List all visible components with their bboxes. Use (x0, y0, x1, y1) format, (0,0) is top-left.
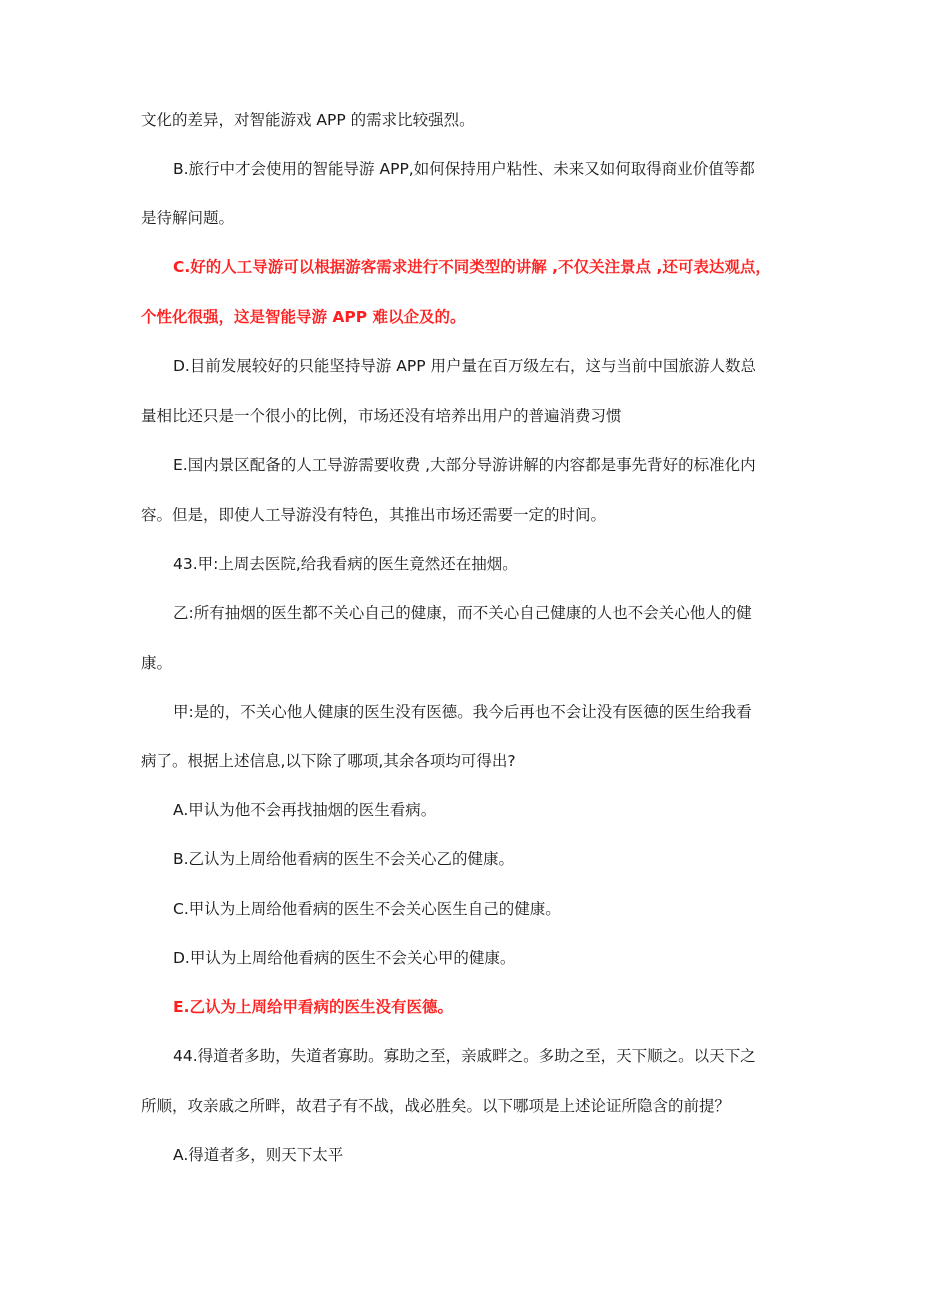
q43-stem-line2: 乙:所有抽烟的医生都不关心自己的健康，而不关心自己健康的人也不会关心他人的健 (173, 604, 752, 622)
q43-option-b: B.乙认为上周给他看病的医生不会关心乙的健康。 (173, 850, 515, 868)
q43-stem-line4: 甲:是的，不关心他人健康的医生没有医德。我今后再也不会让没有医德的医生给我看 (173, 703, 752, 721)
q43-option-d: D.甲认为上周给他看病的医生不会关心甲的健康。 (173, 949, 516, 967)
q42-option-c-answer-line1: C.好的人工导游可以根据游客需求进行不同类型的讲解 ,不仅关注景点 ,还可表达观点， (173, 258, 771, 276)
q43-option-e-answer: E.乙认为上周给甲看病的医生没有医德。 (173, 998, 453, 1016)
q42-option-b-line1: B.旅行中才会使用的智能导游 APP,如何保持用户粘性、未来又如何取得商业价值等都 (173, 160, 755, 178)
q42-option-b-line2: 是待解问题。 (141, 209, 235, 227)
q42-option-e-line2: 容。但是，即使人工导游没有特色，其推出市场还需要一定的时间。 (141, 506, 607, 524)
q42-option-d-line2: 量相比还只是一个很小的比例，市场还没有培养出用户的普遍消费习惯 (141, 407, 622, 425)
q42-option-d-line1: D.目前发展较好的只能坚持导游 APP 用户量在百万级左右，这与当前中国旅游人数总 (173, 357, 757, 375)
q43-option-c: C.甲认为上周给他看病的医生不会关心医生自己的健康。 (173, 900, 561, 918)
q44-option-a: A.得道者多，则天下太平 (173, 1146, 344, 1164)
q43-stem-line3: 康。 (141, 654, 173, 672)
q44-stem-line1: 44.得道者多助，失道者寡助。寡助之至，亲戚畔之。多助之至，天下顺之。以天下之 (173, 1047, 756, 1065)
q44-stem-line2: 所顺，攻亲戚之所畔，故君子有不战，战必胜矣。以下哪项是上述论证所隐含的前提？ (141, 1097, 731, 1115)
q43-option-a: A.甲认为他不会再找抽烟的医生看病。 (173, 801, 437, 819)
q42-option-e-line1: E.国内景区配备的人工导游需要收费 ,大部分导游讲解的内容都是事先背好的标准化内 (173, 456, 756, 474)
q42-option-c-answer-line2: 个性化很强，这是智能导游 APP 难以企及的。 (141, 308, 466, 326)
q43-stem-line5: 病了。根据上述信息,以下除了哪项,其余各项均可得出? (141, 752, 516, 770)
q42-option-a-continuation: 文化的差异，对智能游戏 APP 的需求比较强烈。 (141, 111, 475, 129)
q43-stem-line1: 43.甲:上周去医院,给我看病的医生竟然还在抽烟。 (173, 555, 518, 573)
